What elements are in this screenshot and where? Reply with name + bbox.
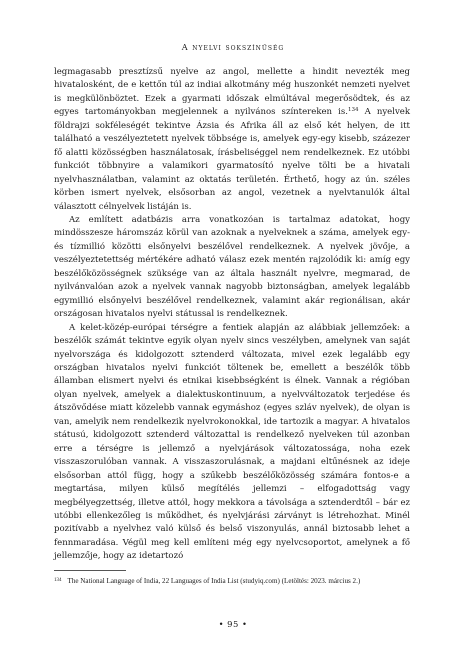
footnote [54,576,410,586]
page-number: • 95 • [218,619,248,629]
paragraph: Az említett adatbázis arra vonatkozóan is tartalmaz adatokat, hogy mindösszesze háromszáz körül van azoknak a nyelveknek a száma, amelyek egy- és tízmillió közötti elsőnyelvi beszélővel rendelkeznek. A nyelvek jövője, a veszélyeztetettség mértékére adható válasz ezek mentén rajzolódik ki: amíg egy beszélőközösségnek szüksége van az általa használt nyelvre, megmarad, de nyilvánvalóan azok a nyelvek vannak nagyobb biztonságban, amelyek legalább egymillió elsőnyelvi beszélővel rendelkeznek, valamint akár regionálisan, akár országosan hivatalos nyelvi státussal is rendelkeznek. [54,214,410,320]
footnote-separator [54,570,126,571]
paragraph-continued [54,66,410,214]
footnote-text: The National Language of India, 22 Languages of India List (studyiq.com) (Letöltés: 2023. március 2.) [67,577,361,585]
footnote-number: 134 [54,578,62,583]
running-header: A nyelvi sokszínűség [181,42,285,52]
paragraph-text: A nyelvek földrajzi sokféleségét tekintve Ázsia és Afrika áll az első két helyen, de itt található a veszélyeztetett nyelvek többsége is, amelyek egy-egy kisebb, százezer fő alatti közösségben használatosak, írásbeliséggel nem rendelkeznek. Ez utóbbi funkciót többnyire a valamikori gyarmatosító nyelve tölti be a hivatali nyelvhasználatban, valamint az oktatás területén. Érthető, hogy az ún. széles körben ismert nyelvek, elsősorban az angol, vezetnek a nyelvtanulók által választott célnyelvek listáján is. [54,107,411,212]
paragraph: A kelet-közép-európai térségre a fentiek alapján az alábbiak jellemzőek: a beszélők számát tekintve egyik olyan nyelv sincs veszélyben, amelynek van saját nyelvországa és kidolgozott sztenderd változata, mivel ezek legalább egy országban hivatalos nyelvi funkciót töltenek be, emellett a beszélők több államban elismert nyelvi és etnikai kisebbségként is élnek. Vannak a régióban olyan nyelvek, amelyek a dialektuskontinuum, a nyelvváltozatok terjedése és átszövődése miatt közelebb vannak egymáshoz (egyes szláv nyelvek), de olyan is van, amelyik nem rendelkezik nyelvrokonokkal, ide tartozik a magyar. A hivatalos státusú, kidolgozott sztenderd változattal is rendelkező nyelveken túl azonban erre a térségre is jellemző a nyelvjárások változatossága, noha ezek visszaszorulóban vannak. A visszaszorulásnak, a majdani eltűnésnek az ideje elsősorban attól függ, hogy a szűkebb beszélőközösség számára fontos-e a megtartása, milyen külső megítélés jellemzi – elfogadottság vagy megbélyegzettség, illetve attól, hogy mekkora a távolsága a sztenderdtől – bár ez utóbbi ellenkezőleg is működhet, és nyelvjárási zárványt is létrehozhat. Minél pozitívabb a nyelvhez való külső és belső viszonyulás, annál biztosabb lehet a fennmaradása. Végül meg kell említeni még egy nyelvcsoportot, amelynek a fő jellemzője, hogy az idetartozó [54,322,410,562]
main-text-column [54,66,410,564]
footnote-reference[interactable]: 134 [347,107,359,114]
paragraph-text: legmagasabb presztízsű nyelve az angol, mellette a hindit nevezték meg hivatalosként, de e kettőn túl az indiai alkotmány még huszonkét nemzeti nyelvet is megkülönböztet. Ezek a gyarmati időszak elmúltával megerősödtek, és az egyes tartományokban megjelennek a nyilvános színtereken is. [54,67,410,118]
